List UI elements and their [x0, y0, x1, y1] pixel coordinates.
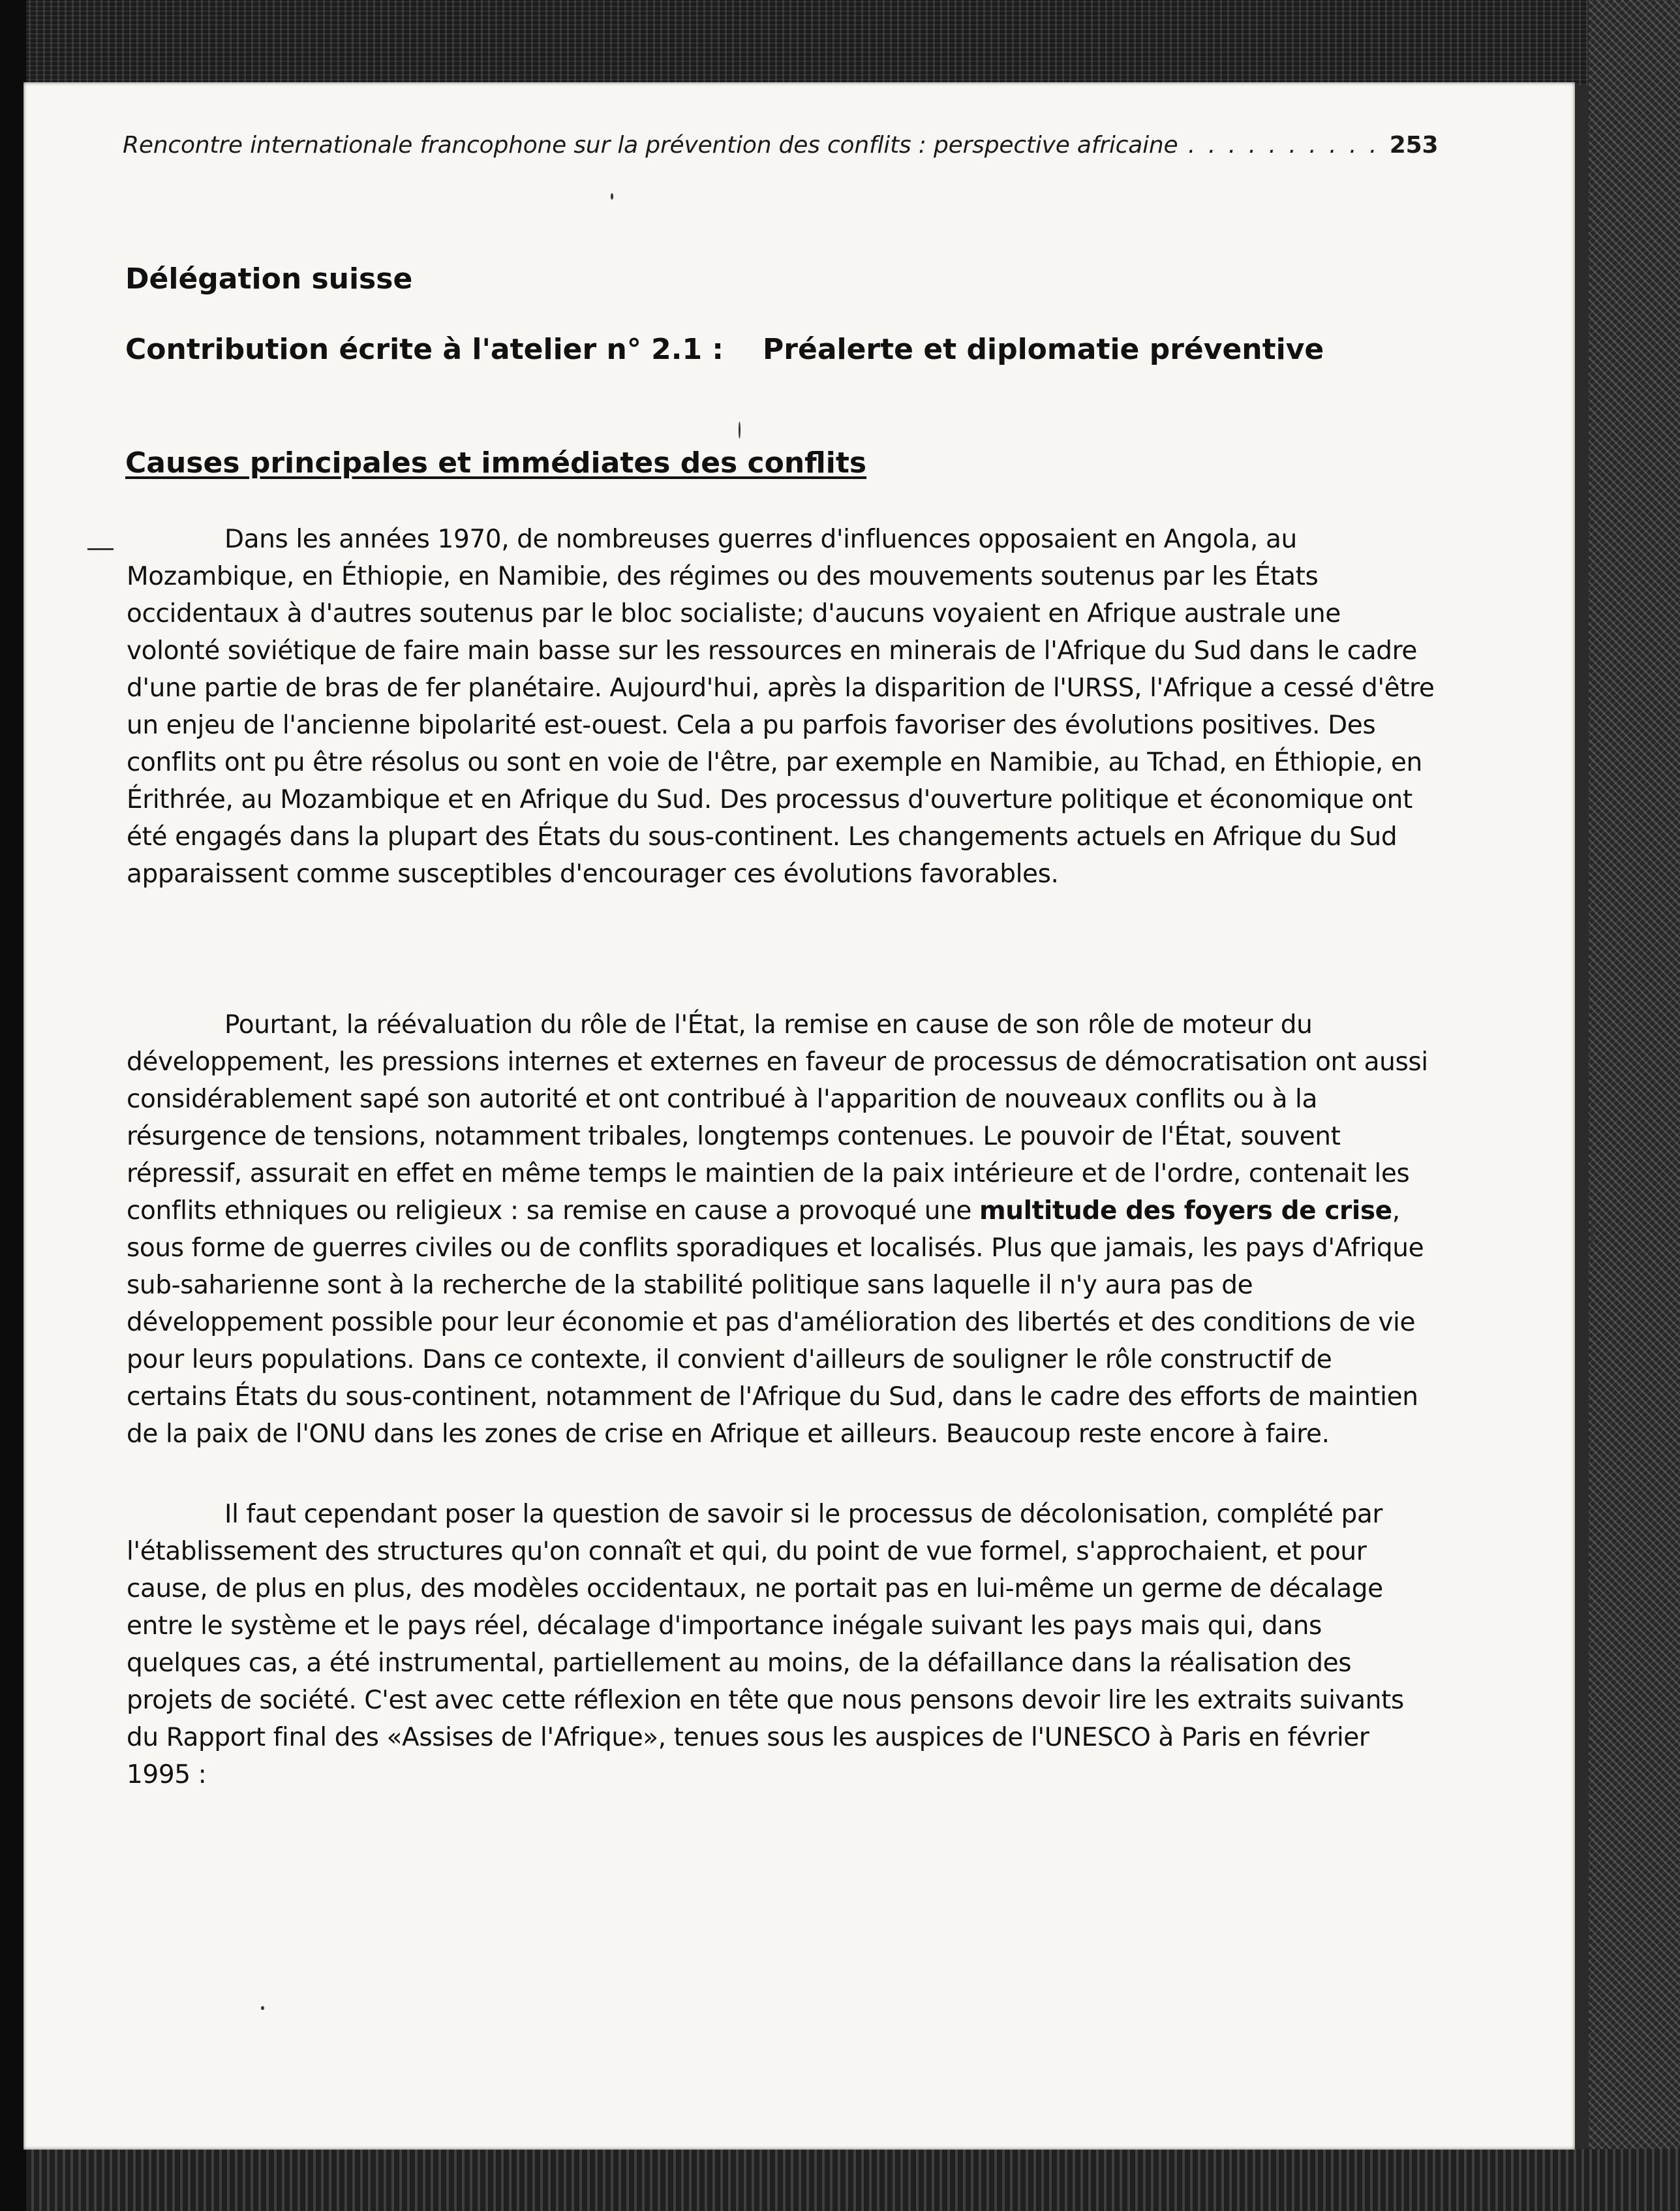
running-head-title: Rencontre internationale francophone sur la prévention des conflits : perspective africaine: [123, 132, 1178, 159]
contribution-heading: [125, 333, 1324, 366]
contribution-label: Contribution écrite à l'atelier n° 2.1 :: [125, 333, 724, 366]
section-heading: Causes principales et immédiates des conflits: [125, 446, 867, 480]
scan-border-right: [1589, 0, 1680, 2211]
paragraph-2-text-start: Pourtant, la réévaluation du rôle de l'État, la remise en cause de son rôle de moteur du développement, les pressions internes et externes en faveur de processus de démocratisation ont aussi considérablement sapé son autorité et ont contribué à l'apparition de nouveaux conflits ou à la résurgence de tensions, notamment tribales, longtemps contenues. Le pouvoir de l'État, souvent répressif, assurait en effet en même temps le maintien de la paix intérieure et de l'ordre, contenait les conflits ethniques ou religieux : sa remise en cause a provoqué une: [127, 1010, 1428, 1226]
scan-border-left: [0, 0, 26, 2211]
paragraph-1: [127, 521, 1438, 893]
scan-speck: [261, 2006, 264, 2010]
delegation-heading: Délégation suisse: [125, 262, 413, 296]
contribution-topic: Préalerte et diplomatie préventive: [763, 333, 1324, 366]
paragraph-3: [127, 1496, 1438, 1793]
document-page: [23, 82, 1575, 2150]
paragraph-2-text-end: , sous forme de guerres civiles ou de conflits sporadiques et localisés. Plus que jamais, les pays d'Afrique sub-saharienne sont à la recherche de la stabilité politique sans laquelle il n'y aura pas de développement possible pour leur économie et pas d'amélioration des libertés et des conditions de vie pour leurs populations. Dans ce contexte, il convient d'ailleurs de souligner le rôle constructif de certains États du sous-continent, notamment de l'Afrique du Sud, dans le cadre des efforts de maintien de la paix de l'ONU dans les zones de crise en Afrique et ailleurs. Beaucoup reste encore à faire.: [127, 1196, 1424, 1449]
scan-speck: [87, 548, 114, 550]
scan-speck: [611, 193, 613, 200]
paragraph-2-emphasis: multitude des foyers de crise: [979, 1196, 1392, 1226]
running-head-leader-dots: . . . . . . . . . .: [1178, 132, 1390, 159]
paragraph-3-text: Il faut cependant poser la question de savoir si le processus de décolonisation, complété par l'établissement des structures qu'on connaît et qui, du point de vue formel, s'approchaient, et pour cause, de plus en plus, des modèles occidentaux, ne portait pas en lui-même un germe de décalage entre le système et le pays réel, décalage d'importance inégale suivant les pays mais qui, dans quelques cas, a été instrumental, partiellement au moins, de la défaillance dans la réalisation des projets de société. C'est avec cette réflexion en tête que nous pensons devoir lire les extraits suivants du Rapport final des «Assises de l'Afrique», tenues sous les auspices de l'UNESCO à Paris en février 1995 :: [127, 1500, 1404, 1789]
scan-speck: [739, 422, 741, 439]
running-head: [123, 132, 1450, 159]
page-number: 253: [1389, 132, 1439, 159]
paragraph-2: [127, 1006, 1438, 1453]
scan-speck: [1591, 1220, 1593, 1246]
scan-border-top: [0, 0, 1680, 85]
scan-border-bottom: [0, 2149, 1680, 2211]
paragraph-1-text: Dans les années 1970, de nombreuses guerres d'influences opposaient en Angola, au Mozambique, en Éthiopie, en Namibie, des régimes ou des mouvements soutenus par les États occidentaux à d'autres soutenus par le bloc socialiste; d'aucuns voyaient en Afrique australe une volonté soviétique de faire main basse sur les ressources en minerais de l'Afrique du Sud dans le cadre d'une partie de bras de fer planétaire. Aujourd'hui, après la disparition de l'URSS, l'Afrique a cessé d'être un enjeu de l'ancienne bipolarité est-ouest. Cela a pu parfois favoriser des évolutions positives. Des conflits ont pu être résolus ou sont en voie de l'être, par exemple en Namibie, au Tchad, en Éthiopie, en Érithrée, au Mozambique et en Afrique du Sud. Des processus d'ouverture politique et économique ont été engagés dans la plupart des États du sous-continent. Les changements actuels en Afrique du Sud apparaissent comme susceptibles d'encourager ces évolutions favorables.: [127, 525, 1435, 889]
